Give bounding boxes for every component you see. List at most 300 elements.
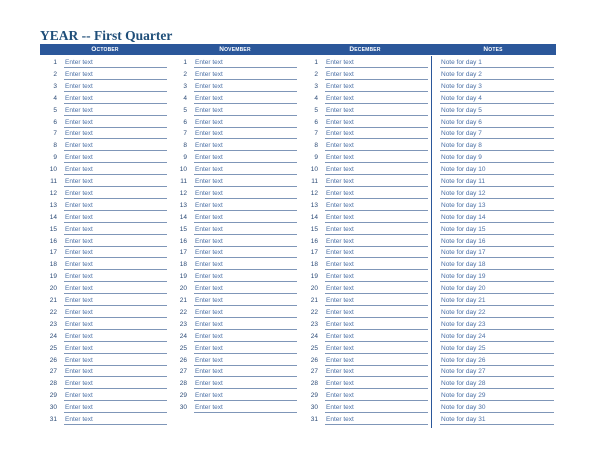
entry-placeholder: Enter text bbox=[195, 297, 223, 304]
note-text: Note for day 4 bbox=[441, 94, 482, 102]
note-text: Note for day 18 bbox=[441, 261, 486, 269]
december-day-25-entry[interactable] bbox=[325, 343, 428, 354]
november-day-16-entry[interactable] bbox=[194, 236, 297, 247]
entry-placeholder: Enter text bbox=[65, 118, 93, 126]
day-number: 2 bbox=[183, 70, 187, 78]
note-day-24[interactable] bbox=[440, 331, 554, 342]
day-number: 4 bbox=[314, 94, 318, 102]
day-number: 28 bbox=[49, 380, 57, 388]
entry-placeholder: Enter text bbox=[65, 178, 93, 185]
day-number: 3 bbox=[314, 82, 318, 90]
december-day-24-entry[interactable] bbox=[325, 331, 428, 342]
december-day-16-entry[interactable] bbox=[325, 236, 428, 247]
day-number: 6 bbox=[53, 118, 57, 126]
day-number: 27 bbox=[49, 368, 57, 376]
november-day-17-entry[interactable] bbox=[194, 247, 297, 258]
entry-placeholder: Enter text bbox=[195, 178, 223, 185]
note-day-3[interactable] bbox=[440, 81, 554, 92]
november-day-3-entry[interactable] bbox=[194, 81, 297, 92]
october-day-13-entry[interactable] bbox=[64, 200, 167, 211]
note-text: Note for day 30 bbox=[441, 404, 486, 412]
note-day-15[interactable] bbox=[440, 224, 554, 235]
december-day-13-entry[interactable] bbox=[325, 200, 428, 211]
note-day-5[interactable] bbox=[440, 105, 554, 116]
note-day-7[interactable] bbox=[440, 128, 554, 139]
note-day-27[interactable] bbox=[440, 366, 554, 377]
day-number: 18 bbox=[49, 261, 57, 269]
november-day-15-entry[interactable] bbox=[194, 224, 297, 235]
note-day-20[interactable] bbox=[440, 283, 554, 294]
october-day-23-entry[interactable] bbox=[64, 319, 167, 330]
november-day-4-entry[interactable] bbox=[194, 93, 297, 104]
entry-placeholder: Enter text bbox=[195, 237, 223, 245]
day-number: 15 bbox=[179, 225, 187, 233]
entry-placeholder: Enter text bbox=[65, 392, 93, 400]
day-number: 23 bbox=[310, 320, 318, 328]
day-number: 8 bbox=[53, 142, 57, 150]
day-number: 15 bbox=[310, 225, 318, 233]
note-day-19[interactable] bbox=[440, 271, 554, 282]
note-text: Note for day 29 bbox=[441, 392, 486, 400]
entry-placeholder: Enter text bbox=[326, 356, 354, 364]
october-day-12-entry[interactable] bbox=[64, 188, 167, 199]
october-day-2-entry[interactable] bbox=[64, 69, 167, 80]
december-day-14-entry[interactable] bbox=[325, 212, 428, 223]
header-november: November bbox=[219, 46, 251, 53]
note-text: Note for day 6 bbox=[441, 118, 482, 126]
december-day-18-entry[interactable] bbox=[325, 259, 428, 270]
entry-placeholder: Enter text bbox=[65, 368, 93, 376]
october-day-15-entry[interactable] bbox=[64, 224, 167, 235]
entry-placeholder: Enter text bbox=[326, 166, 354, 174]
day-number: 11 bbox=[50, 178, 57, 185]
day-number: 9 bbox=[314, 154, 318, 162]
november-day-7-entry[interactable] bbox=[194, 128, 297, 139]
day-number: 30 bbox=[49, 404, 57, 412]
november-day-9-entry[interactable] bbox=[194, 152, 297, 163]
note-day-12[interactable] bbox=[440, 188, 554, 199]
entry-placeholder: Enter text bbox=[195, 189, 223, 197]
entry-placeholder: Enter text bbox=[65, 344, 93, 352]
note-text: Note for day 11 bbox=[441, 178, 485, 185]
october-day-22-entry[interactable] bbox=[64, 307, 167, 318]
day-number: 18 bbox=[179, 261, 187, 269]
december-day-12-entry[interactable] bbox=[325, 188, 428, 199]
day-number: 17 bbox=[179, 249, 187, 257]
day-number: 30 bbox=[179, 404, 187, 412]
day-number: 24 bbox=[49, 332, 57, 340]
note-text: Note for day 27 bbox=[441, 368, 486, 376]
entry-placeholder: Enter text bbox=[195, 225, 223, 233]
entry-placeholder: Enter text bbox=[326, 201, 354, 209]
day-number: 8 bbox=[183, 142, 187, 150]
entry-placeholder: Enter text bbox=[195, 332, 223, 340]
note-day-9[interactable] bbox=[440, 152, 554, 163]
november-day-18-entry[interactable] bbox=[194, 259, 297, 270]
december-day-10-entry[interactable] bbox=[325, 164, 428, 175]
november-day-19-entry[interactable] bbox=[194, 271, 297, 282]
entry-placeholder: Enter text bbox=[195, 142, 223, 150]
entry-placeholder: Enter text bbox=[65, 154, 93, 162]
october-day-3-entry[interactable] bbox=[64, 81, 167, 92]
day-number: 16 bbox=[49, 237, 57, 245]
entry-placeholder: Enter text bbox=[195, 344, 223, 352]
october-day-19-entry[interactable] bbox=[64, 271, 167, 282]
entry-placeholder: Enter text bbox=[195, 285, 223, 293]
day-number: 28 bbox=[179, 380, 187, 388]
entry-placeholder: Enter text bbox=[65, 130, 93, 138]
december-day-15-entry[interactable] bbox=[325, 224, 428, 235]
entry-placeholder: Enter text bbox=[195, 380, 223, 388]
note-day-26[interactable] bbox=[440, 355, 554, 366]
note-text: Note for day 31 bbox=[441, 416, 486, 423]
note-text: Note for day 7 bbox=[441, 130, 482, 138]
note-day-10[interactable] bbox=[440, 164, 554, 175]
day-number: 25 bbox=[179, 344, 187, 352]
entry-placeholder: Enter text bbox=[326, 404, 354, 412]
day-number: 23 bbox=[179, 320, 187, 328]
day-number: 5 bbox=[183, 106, 187, 114]
note-day-2[interactable] bbox=[440, 69, 554, 80]
entry-placeholder: Enter text bbox=[195, 320, 223, 328]
october-day-28-entry[interactable] bbox=[64, 378, 167, 389]
entry-placeholder: Enter text bbox=[65, 189, 93, 197]
note-day-25[interactable] bbox=[440, 343, 554, 354]
november-day-8-entry[interactable] bbox=[194, 140, 297, 151]
day-number: 22 bbox=[310, 308, 318, 316]
day-number: 2 bbox=[314, 70, 318, 78]
note-day-17[interactable] bbox=[440, 247, 554, 258]
entry-placeholder: Enter text bbox=[65, 261, 93, 269]
december-day-20-entry[interactable] bbox=[325, 283, 428, 294]
december-day-17-entry[interactable] bbox=[325, 247, 428, 258]
entry-placeholder: Enter text bbox=[195, 118, 223, 126]
day-number: 16 bbox=[310, 237, 318, 245]
october-day-24-entry[interactable] bbox=[64, 331, 167, 342]
header-october: October bbox=[91, 46, 119, 53]
day-number: 26 bbox=[49, 356, 57, 364]
october-day-20-entry[interactable] bbox=[64, 283, 167, 294]
entry-placeholder: Enter text bbox=[65, 166, 93, 174]
day-number: 27 bbox=[179, 368, 187, 376]
november-day-21-entry[interactable] bbox=[194, 295, 297, 306]
october-day-26-entry[interactable] bbox=[64, 355, 167, 366]
note-text: Note for day 22 bbox=[441, 308, 486, 316]
entry-placeholder: Enter text bbox=[65, 70, 93, 78]
entry-placeholder: Enter text bbox=[326, 130, 354, 138]
entry-placeholder: Enter text bbox=[195, 82, 223, 90]
day-number: 17 bbox=[49, 249, 57, 257]
header-december: December bbox=[349, 46, 381, 53]
day-number: 26 bbox=[179, 356, 187, 364]
october-day-1-entry[interactable] bbox=[64, 57, 167, 68]
day-number: 7 bbox=[183, 130, 187, 138]
day-number: 7 bbox=[53, 130, 57, 138]
november-day-29-entry[interactable] bbox=[194, 390, 297, 401]
entry-placeholder: Enter text bbox=[326, 82, 354, 90]
note-day-23[interactable] bbox=[440, 319, 554, 330]
entry-placeholder: Enter text bbox=[195, 213, 223, 221]
day-number: 8 bbox=[314, 142, 318, 150]
note-text: Note for day 9 bbox=[441, 154, 482, 162]
note-day-13[interactable] bbox=[440, 200, 554, 211]
day-number: 22 bbox=[179, 308, 187, 316]
december-day-29-entry[interactable] bbox=[325, 390, 428, 401]
november-day-23-entry[interactable] bbox=[194, 319, 297, 330]
note-text: Note for day 14 bbox=[441, 213, 486, 221]
note-day-31[interactable] bbox=[440, 414, 554, 425]
note-text: Note for day 15 bbox=[441, 225, 486, 233]
november-day-25-entry[interactable] bbox=[194, 343, 297, 354]
entry-placeholder: Enter text bbox=[65, 308, 93, 316]
note-text: Note for day 24 bbox=[441, 332, 486, 340]
note-text: Note for day 8 bbox=[441, 142, 482, 150]
november-day-11-entry[interactable] bbox=[194, 176, 297, 187]
entry-placeholder: Enter text bbox=[195, 106, 223, 114]
december-day-6-entry[interactable] bbox=[325, 117, 428, 128]
entry-placeholder: Enter text bbox=[65, 285, 93, 293]
entry-placeholder: Enter text bbox=[326, 249, 354, 257]
note-day-6[interactable] bbox=[440, 117, 554, 128]
day-number: 21 bbox=[49, 297, 57, 304]
entry-placeholder: Enter text bbox=[326, 285, 354, 293]
day-number: 20 bbox=[310, 285, 318, 293]
day-number: 12 bbox=[179, 189, 187, 197]
day-number: 12 bbox=[49, 189, 57, 197]
day-number: 19 bbox=[310, 273, 318, 281]
note-day-22[interactable] bbox=[440, 307, 554, 318]
november-day-14-entry[interactable] bbox=[194, 212, 297, 223]
entry-placeholder: Enter text bbox=[195, 368, 223, 376]
day-number: 14 bbox=[179, 213, 187, 221]
november-day-10-entry[interactable] bbox=[194, 164, 297, 175]
day-number: 10 bbox=[179, 166, 187, 174]
note-text: Note for day 1 bbox=[441, 59, 482, 66]
day-number: 5 bbox=[314, 106, 318, 114]
entry-placeholder: Enter text bbox=[65, 404, 93, 412]
day-number: 1 bbox=[53, 59, 57, 66]
entry-placeholder: Enter text bbox=[326, 416, 354, 423]
entry-placeholder: Enter text bbox=[326, 332, 354, 340]
entry-placeholder: Enter text bbox=[326, 237, 354, 245]
note-day-21[interactable] bbox=[440, 295, 554, 306]
entry-placeholder: Enter text bbox=[65, 201, 93, 209]
day-number: 24 bbox=[310, 332, 318, 340]
day-number: 20 bbox=[179, 285, 187, 293]
december-day-4-entry[interactable] bbox=[325, 93, 428, 104]
october-day-10-entry[interactable] bbox=[64, 164, 167, 175]
note-day-8[interactable] bbox=[440, 140, 554, 151]
entry-placeholder: Enter text bbox=[65, 320, 93, 328]
note-day-4[interactable] bbox=[440, 93, 554, 104]
november-day-28-entry[interactable] bbox=[194, 378, 297, 389]
entry-placeholder: Enter text bbox=[326, 392, 354, 400]
october-day-16-entry[interactable] bbox=[64, 236, 167, 247]
october-day-30-entry[interactable] bbox=[64, 402, 167, 413]
october-day-4-entry[interactable] bbox=[64, 93, 167, 104]
entry-placeholder: Enter text bbox=[195, 249, 223, 257]
note-day-30[interactable] bbox=[440, 402, 554, 413]
december-day-31-entry[interactable] bbox=[325, 414, 428, 425]
day-number: 6 bbox=[183, 118, 187, 126]
day-number: 5 bbox=[53, 106, 57, 114]
december-day-28-entry[interactable] bbox=[325, 378, 428, 389]
october-day-11-entry[interactable] bbox=[64, 176, 167, 187]
november-day-5-entry[interactable] bbox=[194, 105, 297, 116]
entry-placeholder: Enter text bbox=[326, 118, 354, 126]
november-day-26-entry[interactable] bbox=[194, 355, 297, 366]
entry-placeholder: Enter text bbox=[65, 237, 93, 245]
october-day-17-entry[interactable] bbox=[64, 247, 167, 258]
entry-placeholder: Enter text bbox=[326, 273, 354, 281]
december-day-19-entry[interactable] bbox=[325, 271, 428, 282]
november-day-13-entry[interactable] bbox=[194, 200, 297, 211]
october-day-21-entry[interactable] bbox=[64, 295, 167, 306]
november-day-30-entry[interactable] bbox=[194, 402, 297, 413]
entry-placeholder: Enter text bbox=[326, 178, 354, 185]
entry-placeholder: Enter text bbox=[195, 273, 223, 281]
day-number: 29 bbox=[49, 392, 57, 400]
note-day-11[interactable] bbox=[440, 176, 554, 187]
note-day-29[interactable] bbox=[440, 390, 554, 401]
november-day-27-entry[interactable] bbox=[194, 366, 297, 377]
entry-placeholder: Enter text bbox=[195, 392, 223, 400]
december-day-26-entry[interactable] bbox=[325, 355, 428, 366]
day-number: 31 bbox=[310, 416, 318, 423]
note-text: Note for day 13 bbox=[441, 201, 486, 209]
entry-placeholder: Enter text bbox=[195, 130, 223, 138]
entry-placeholder: Enter text bbox=[65, 332, 93, 340]
note-text: Note for day 10 bbox=[441, 166, 486, 174]
october-day-29-entry[interactable] bbox=[64, 390, 167, 401]
day-number: 2 bbox=[53, 70, 57, 78]
note-day-28[interactable] bbox=[440, 378, 554, 389]
page-title: YEAR -- First Quarter bbox=[40, 28, 173, 43]
entry-placeholder: Enter text bbox=[326, 225, 354, 233]
december-day-22-entry[interactable] bbox=[325, 307, 428, 318]
day-number: 21 bbox=[310, 297, 318, 304]
day-number: 27 bbox=[310, 368, 318, 376]
note-text: Note for day 26 bbox=[441, 356, 486, 364]
october-day-25-entry[interactable] bbox=[64, 343, 167, 354]
october-day-31-entry[interactable] bbox=[64, 414, 167, 425]
note-day-16[interactable] bbox=[440, 236, 554, 247]
october-day-6-entry[interactable] bbox=[64, 117, 167, 128]
entry-placeholder: Enter text bbox=[195, 404, 223, 412]
notes-divider bbox=[431, 56, 432, 428]
entry-placeholder: Enter text bbox=[195, 94, 223, 102]
october-day-5-entry[interactable] bbox=[64, 105, 167, 116]
entry-placeholder: Enter text bbox=[326, 94, 354, 102]
december-day-21-entry[interactable] bbox=[325, 295, 428, 306]
entry-placeholder: Enter text bbox=[65, 297, 93, 304]
december-day-2-entry[interactable] bbox=[325, 69, 428, 80]
entry-placeholder: Enter text bbox=[326, 368, 354, 376]
day-number: 13 bbox=[49, 201, 57, 209]
entry-placeholder: Enter text bbox=[195, 308, 223, 316]
day-number: 19 bbox=[49, 273, 57, 281]
december-day-30-entry[interactable] bbox=[325, 402, 428, 413]
entry-placeholder: Enter text bbox=[326, 380, 354, 388]
entry-placeholder: Enter text bbox=[65, 59, 93, 66]
october-day-14-entry[interactable] bbox=[64, 212, 167, 223]
december-day-27-entry[interactable] bbox=[325, 366, 428, 377]
entry-placeholder: Enter text bbox=[65, 213, 93, 221]
december-day-9-entry[interactable] bbox=[325, 152, 428, 163]
entry-placeholder: Enter text bbox=[195, 166, 223, 174]
december-day-8-entry[interactable] bbox=[325, 140, 428, 151]
november-day-1-entry[interactable] bbox=[194, 57, 297, 68]
november-day-12-entry[interactable] bbox=[194, 188, 297, 199]
entry-placeholder: Enter text bbox=[326, 297, 354, 304]
entry-placeholder: Enter text bbox=[195, 70, 223, 78]
entry-placeholder: Enter text bbox=[326, 189, 354, 197]
day-number: 4 bbox=[53, 94, 57, 102]
december-day-23-entry[interactable] bbox=[325, 319, 428, 330]
december-day-7-entry[interactable] bbox=[325, 128, 428, 139]
note-text: Note for day 21 bbox=[441, 297, 486, 304]
day-number: 14 bbox=[49, 213, 57, 221]
note-text: Note for day 20 bbox=[441, 285, 486, 293]
day-number: 19 bbox=[179, 273, 187, 281]
note-day-1[interactable] bbox=[440, 57, 554, 68]
note-day-18[interactable] bbox=[440, 259, 554, 270]
entry-placeholder: Enter text bbox=[195, 59, 223, 66]
entry-placeholder: Enter text bbox=[195, 154, 223, 162]
entry-placeholder: Enter text bbox=[65, 106, 93, 114]
october-day-27-entry[interactable] bbox=[64, 366, 167, 377]
december-day-11-entry[interactable] bbox=[325, 176, 428, 187]
november-day-24-entry[interactable] bbox=[194, 331, 297, 342]
entry-placeholder: Enter text bbox=[326, 308, 354, 316]
day-number: 23 bbox=[49, 320, 57, 328]
note-text: Note for day 25 bbox=[441, 344, 486, 352]
note-day-14[interactable] bbox=[440, 212, 554, 223]
day-number: 3 bbox=[183, 82, 187, 90]
note-text: Note for day 28 bbox=[441, 380, 486, 388]
november-day-6-entry[interactable] bbox=[194, 117, 297, 128]
entry-placeholder: Enter text bbox=[326, 106, 354, 114]
october-day-7-entry[interactable] bbox=[64, 128, 167, 139]
october-day-8-entry[interactable] bbox=[64, 140, 167, 151]
day-number: 28 bbox=[310, 380, 318, 388]
day-number: 22 bbox=[49, 308, 57, 316]
day-number: 3 bbox=[53, 82, 57, 90]
entry-placeholder: Enter text bbox=[195, 201, 223, 209]
entry-placeholder: Enter text bbox=[326, 320, 354, 328]
note-text: Note for day 16 bbox=[441, 237, 486, 245]
november-day-20-entry[interactable] bbox=[194, 283, 297, 294]
day-number: 12 bbox=[310, 189, 318, 197]
day-number: 30 bbox=[310, 404, 318, 412]
day-number: 13 bbox=[310, 201, 318, 209]
december-day-5-entry[interactable] bbox=[325, 105, 428, 116]
day-number: 25 bbox=[49, 344, 57, 352]
december-day-1-entry[interactable] bbox=[325, 57, 428, 68]
december-day-3-entry[interactable] bbox=[325, 81, 428, 92]
entry-placeholder: Enter text bbox=[65, 416, 93, 423]
november-day-22-entry[interactable] bbox=[194, 307, 297, 318]
note-text: Note for day 23 bbox=[441, 320, 486, 328]
october-day-18-entry[interactable] bbox=[64, 259, 167, 270]
november-day-2-entry[interactable] bbox=[194, 69, 297, 80]
day-number: 24 bbox=[179, 332, 187, 340]
october-day-9-entry[interactable] bbox=[64, 152, 167, 163]
day-number: 20 bbox=[49, 285, 57, 293]
note-text: Note for day 3 bbox=[441, 82, 482, 90]
day-number: 1 bbox=[183, 59, 187, 66]
day-number: 17 bbox=[310, 249, 318, 257]
